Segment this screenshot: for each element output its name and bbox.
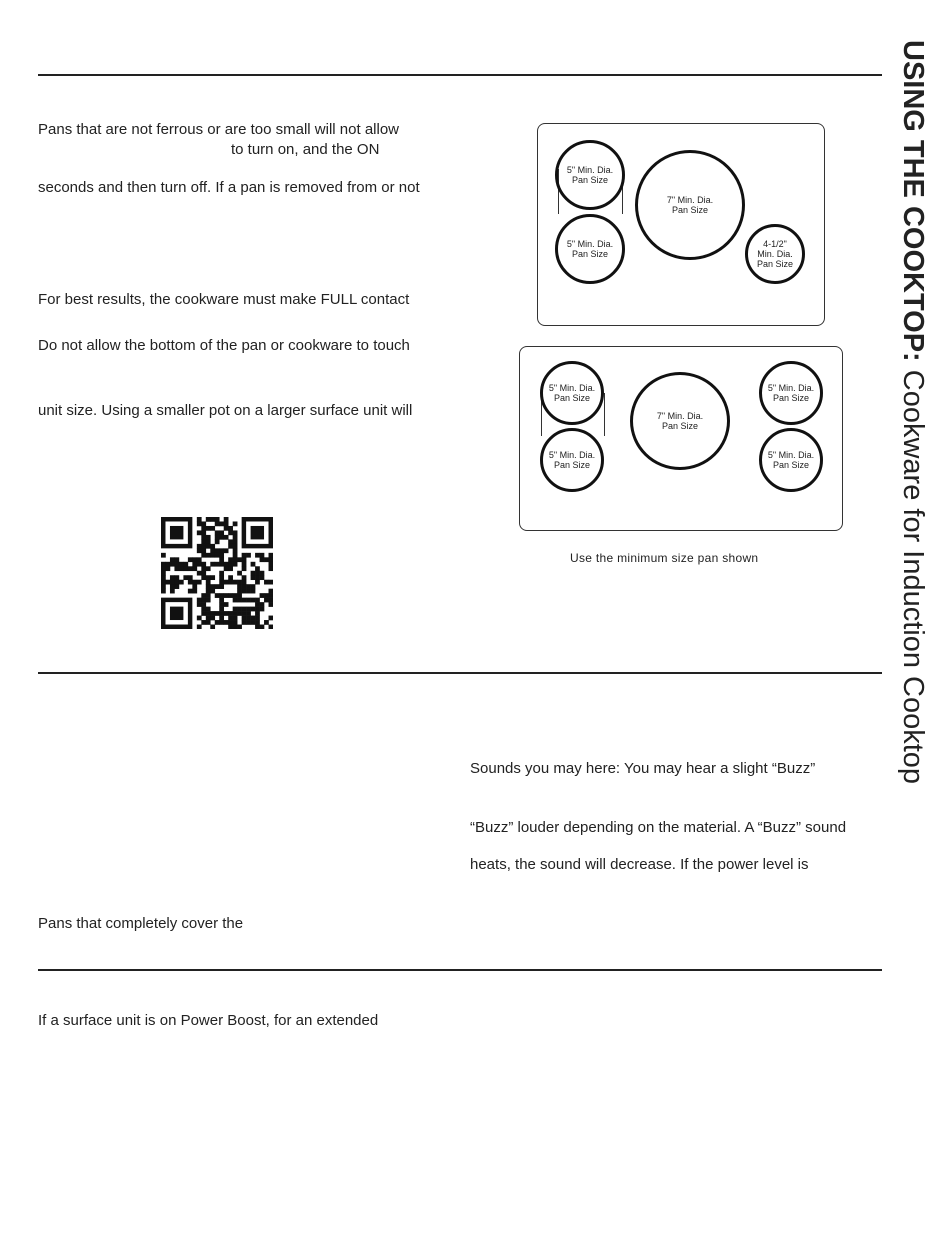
- burner-center: 7" Min. Dia. Pan Size: [630, 372, 730, 470]
- cooktop-diagram-4-burner: [537, 123, 825, 326]
- burner-right-bottom: 5" Min. Dia. Pan Size: [759, 428, 823, 492]
- text-line: seconds and then turn off. If a pan is removed from or not: [38, 179, 420, 196]
- text-line: Do not allow the bottom of the pan or cookware to touch: [38, 337, 410, 354]
- text-line: unit size. Using a smaller pot on a larger surface unit will: [38, 402, 413, 419]
- cooktop-diagram-5-burner: [519, 346, 843, 531]
- section-rule-middle: [38, 672, 882, 674]
- side-title-regular: Cookware for Induction Cooktop: [897, 361, 929, 785]
- burner-left-bottom: 5" Min. Dia. Pan Size: [540, 428, 604, 492]
- text-line: Pans that are not ferrous or are too small will not allow: [38, 121, 400, 138]
- text-line: Pans that completely cover the: [38, 915, 244, 932]
- text-line: to turn on, and the ON: [231, 141, 380, 158]
- burner-left-top: 5" Min. Dia. Pan Size: [555, 140, 625, 210]
- text-line: For best results, the cookware must make FULL contact: [38, 291, 410, 308]
- section-rule-top: [38, 74, 882, 76]
- burner-left-bottom: 5" Min. Dia. Pan Size: [555, 214, 625, 284]
- qr-code: [161, 517, 273, 629]
- text-line: heats, the sound will decrease. If the power level is: [470, 856, 809, 873]
- text-line: Sounds you may here: You may hear a slight “Buzz”: [470, 760, 816, 777]
- section-rule-bottom: [38, 969, 882, 971]
- burner-right-top: 5" Min. Dia. Pan Size: [759, 361, 823, 425]
- side-title-bold: USING THE COOKTOP:: [897, 40, 929, 362]
- burner-left-top: 5" Min. Dia. Pan Size: [540, 361, 604, 425]
- burner-right: 4-1/2" Min. Dia. Pan Size: [745, 224, 805, 284]
- burner-center: 7" Min. Dia. Pan Size: [635, 150, 745, 260]
- diagram-caption: Use the minimum size pan shown: [570, 551, 759, 565]
- text-line: If a surface unit is on Power Boost, for an extended: [38, 1012, 379, 1029]
- side-title: [897, 40, 929, 784]
- text-line: “Buzz” louder depending on the material. A “Buzz” sound: [470, 819, 847, 836]
